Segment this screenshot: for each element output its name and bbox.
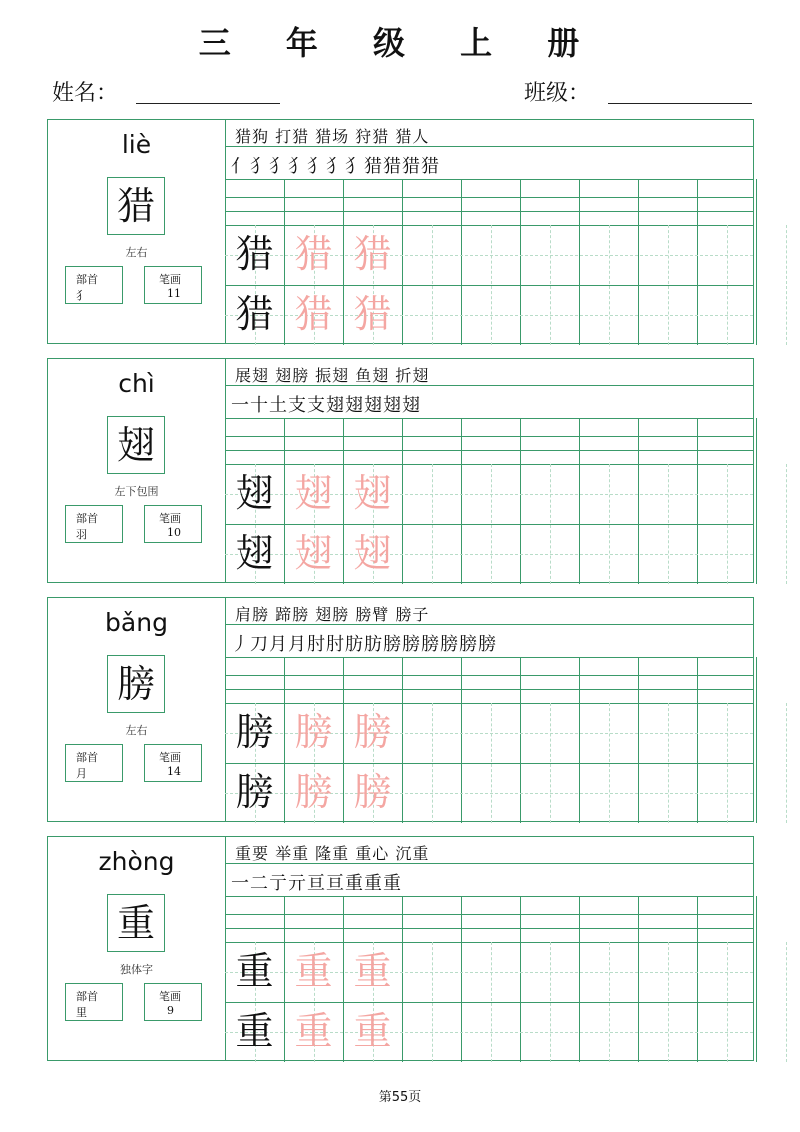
grid-guide [491,225,492,345]
grid-line [697,418,698,584]
practice-grid[interactable] [225,359,753,582]
grid-guide [550,464,551,584]
radical-box [65,266,123,304]
grid-line [579,896,580,1062]
grid-guide [727,225,728,345]
grid-line [638,179,639,345]
grid-line [225,914,753,915]
model-char: 猎 [235,232,274,276]
radical-box [65,983,123,1021]
grid-line [225,675,753,676]
char-card [47,597,754,822]
grid-line [225,436,753,437]
structure-label: 左下包围 [114,485,159,498]
grid-line [520,179,521,345]
model-char: 膀 [235,770,274,814]
strokes-key: 笔画 [159,751,181,764]
target-char: 猎 [107,177,165,235]
trace-char: 翅 [353,471,392,515]
page-title: 三 年 级 上 册 [198,24,602,62]
trace-char: 重 [353,1009,392,1053]
radical-key: 部首 [76,273,98,286]
model-char: 翅 [235,471,274,515]
grid-line [225,418,753,419]
grid-line [520,896,521,1062]
model-char: 膀 [235,710,274,754]
grid-guide [786,464,787,584]
class-line[interactable] [608,83,752,104]
class-field[interactable] [524,76,752,107]
radical-value: 犭 [76,289,87,302]
example-words: 猎狗 打猎 猎场 狩猎 猎人 [235,127,430,146]
name-line[interactable] [136,83,280,104]
trace-char: 膀 [294,710,333,754]
grid-line [225,450,753,451]
structure-label: 左右 [125,724,148,737]
stroke-order: 丿刀月月肘肘肪肪膀膀膀膀膀膀 [231,634,497,655]
grid-line [579,418,580,584]
grid-line [756,896,757,1062]
model-char: 重 [235,1009,274,1053]
grid-guide [432,225,433,345]
char-info-panel [48,837,226,1060]
grid-guide [668,703,669,823]
grid-guide [609,225,610,345]
page-number: 第55页 [378,1090,422,1105]
grid-line [461,179,462,345]
grid-line [225,179,753,180]
grid-line [638,896,639,1062]
model-char: 重 [235,949,274,993]
grid-line [402,179,403,345]
grid-line [638,418,639,584]
grid-guide [668,225,669,345]
grid-guide [609,942,610,1062]
grid-guide [668,464,669,584]
grid-guide [491,942,492,1062]
trace-char: 膀 [294,770,333,814]
grid-line [225,896,753,897]
grid-line [520,657,521,823]
radical-value: 里 [76,1006,87,1019]
grid-line [225,928,753,929]
grid-line [402,418,403,584]
strokes-key: 笔画 [159,512,181,525]
example-words: 展翅 翅膀 振翅 鱼翅 折翅 [235,366,430,385]
structure-label: 独体字 [120,963,153,976]
grid-line [461,418,462,584]
trace-char: 翅 [294,531,333,575]
radical-box [65,505,123,543]
strokes-value: 14 [167,765,181,778]
trace-char: 猎 [294,292,333,336]
grid-guide [491,703,492,823]
trace-char: 膀 [353,770,392,814]
radical-box [65,744,123,782]
practice-grid[interactable] [225,120,753,343]
pinyin: bǎng [105,608,168,637]
strokes-box [144,744,202,782]
grid-guide [609,464,610,584]
radical-key: 部首 [76,751,98,764]
example-words: 肩膀 蹄膀 翅膀 膀臂 膀子 [235,605,430,624]
char-info-panel [48,598,226,821]
grid-line [225,211,753,212]
grid-guide [727,464,728,584]
grid-line [579,657,580,823]
grid-guide [727,942,728,1062]
pinyin: chì [118,369,155,398]
practice-grid[interactable] [225,598,753,821]
strokes-value: 11 [167,287,181,300]
strokes-box [144,266,202,304]
strokes-value: 10 [167,526,181,539]
grid-line [756,179,757,345]
grid-guide [609,703,610,823]
trace-char: 猎 [353,292,392,336]
target-char: 翅 [107,416,165,474]
radical-key: 部首 [76,512,98,525]
grid-line [697,896,698,1062]
trace-char: 重 [294,949,333,993]
char-info-panel [48,120,226,343]
stroke-order: 亻犭犭犭犭犭犭猎猎猎猎 [231,156,440,177]
grid-line [402,896,403,1062]
grid-guide [786,225,787,345]
trace-char: 猎 [294,232,333,276]
grid-line [402,657,403,823]
target-char: 重 [107,894,165,952]
model-char: 猎 [235,292,274,336]
grid-guide [550,225,551,345]
char-card [47,836,754,1061]
trace-char: 翅 [294,471,333,515]
strokes-key: 笔画 [159,273,181,286]
char-card [47,358,754,583]
grid-guide [786,703,787,823]
trace-char: 重 [294,1009,333,1053]
stroke-order: 一十土支支翅翅翅翅翅 [231,395,421,416]
radical-value: 月 [76,767,87,780]
strokes-box [144,505,202,543]
grid-guide [491,464,492,584]
name-field[interactable] [52,76,280,107]
grid-line [225,197,753,198]
grid-line [225,689,753,690]
radical-value: 羽 [76,528,87,541]
char-info-panel [48,359,226,582]
example-words: 重要 举重 隆重 重心 沉重 [235,844,430,863]
grid-line [225,657,753,658]
grid-line [697,657,698,823]
model-char: 翅 [235,531,274,575]
grid-guide [432,942,433,1062]
grid-line [461,896,462,1062]
grid-guide [550,703,551,823]
grid-line [638,657,639,823]
grid-guide [550,942,551,1062]
pinyin: zhòng [98,847,175,876]
grid-guide [432,464,433,584]
char-card [47,119,754,344]
radical-key: 部首 [76,990,98,1003]
pinyin: liè [121,130,152,159]
target-char: 膀 [107,655,165,713]
strokes-key: 笔画 [159,990,181,1003]
class-label: 班级： [524,81,591,106]
strokes-box [144,983,202,1021]
grid-guide [727,703,728,823]
practice-grid[interactable] [225,837,753,1060]
trace-char: 膀 [353,710,392,754]
grid-line [756,418,757,584]
grid-line [461,657,462,823]
grid-guide [432,703,433,823]
structure-label: 左右 [125,246,148,259]
grid-line [579,179,580,345]
trace-char: 重 [353,949,392,993]
stroke-order: 一二亍亓亘亘重重重 [231,873,402,894]
grid-line [756,657,757,823]
grid-guide [668,942,669,1062]
grid-line [697,179,698,345]
trace-char: 猎 [353,232,392,276]
strokes-value: 9 [167,1004,174,1017]
grid-guide [786,942,787,1062]
name-label: 姓名： [52,81,119,106]
trace-char: 翅 [353,531,392,575]
grid-line [520,418,521,584]
